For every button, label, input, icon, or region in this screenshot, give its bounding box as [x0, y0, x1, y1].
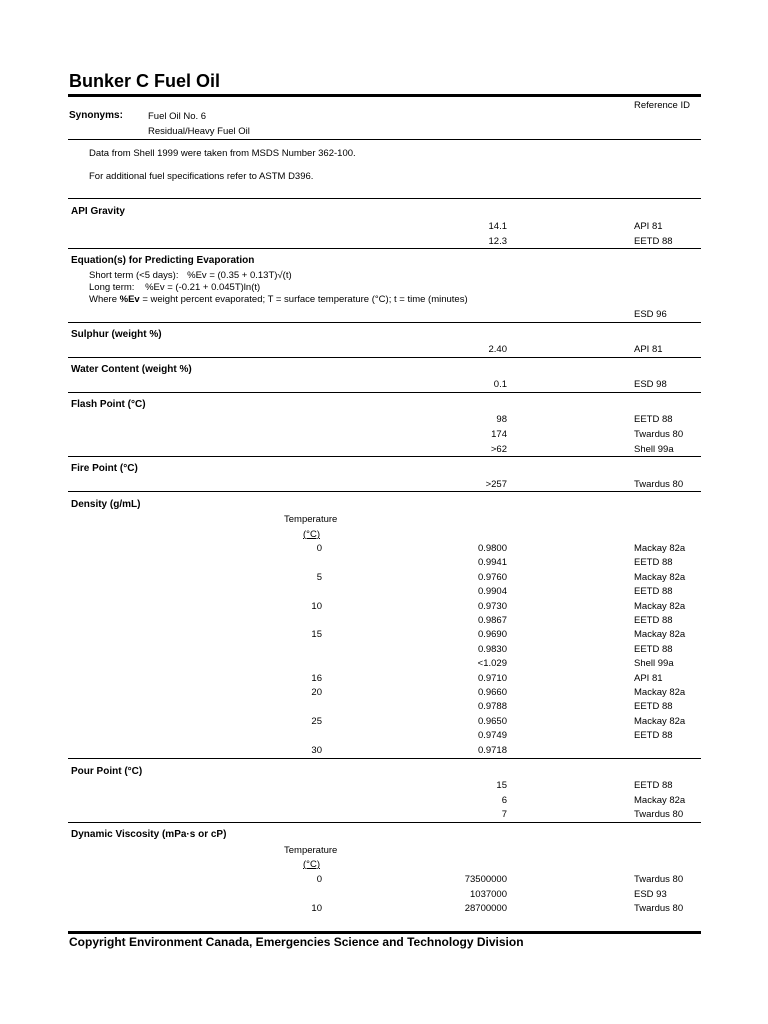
density-value: 0.9660: [477, 687, 507, 698]
short-term-eq: %Ev = (0.35 + 0.13T)√(t): [187, 270, 292, 281]
divider: [68, 758, 701, 759]
long-term-equation: [89, 282, 260, 293]
viscosity-temp: 0: [316, 874, 322, 885]
density-temp: 15: [311, 629, 322, 641]
density-ref: EETD 88: [634, 643, 673, 655]
section-heading-viscosity: Dynamic Viscosity (mPa·s or cP): [71, 829, 227, 840]
density-value: <1.029: [477, 658, 507, 670]
api-gravity-value: 14.1: [488, 221, 507, 232]
viscosity-temp-unit: (°C): [303, 859, 320, 870]
density-ref: Mackay 82a: [634, 687, 686, 698]
long-term-eq: %Ev = (-0.21 + 0.045T)ln(t): [145, 282, 261, 293]
density-temp: 16: [311, 672, 322, 684]
density-value: 0.9904: [477, 586, 507, 598]
pour-point-ref: Mackay 82a: [634, 795, 686, 806]
section-heading-flash-point: Flash Point (°C): [71, 399, 146, 410]
flash-point-value: 174: [491, 429, 507, 440]
density-temp: 25: [311, 715, 322, 727]
water-ref: ESD 98: [634, 379, 667, 390]
divider: [68, 248, 701, 249]
api-gravity-ref: EETD 88: [634, 236, 673, 247]
viscosity-temp: 10: [311, 903, 322, 914]
title-rule: [68, 94, 701, 97]
where-label: Where: [89, 294, 117, 305]
sulphur-value: 2.40: [488, 344, 507, 355]
density-temp-unit: (°C): [303, 529, 320, 540]
flash-point-ref: Twardus 80: [634, 429, 684, 440]
fire-point-ref: Twardus 80: [634, 479, 684, 490]
short-term-label: Short term (<5 days):: [89, 270, 179, 281]
density-ref: EETD 88: [634, 615, 673, 626]
density-temp-header: Temperature: [284, 514, 338, 525]
divider: [68, 322, 701, 323]
viscosity-value: 28700000: [464, 903, 507, 914]
density-temp: 0: [316, 543, 322, 554]
pour-point-ref: Twardus 80: [634, 809, 684, 820]
density-value: 0.9730: [477, 600, 507, 612]
where-text: = weight percent evaporated; T = surface temperature (°C); t = time (minutes): [142, 294, 468, 305]
footer-copyright: Copyright Environment Canada, Emergencies Science and Technology Division: [69, 935, 524, 949]
synonym-item: Residual/Heavy Fuel Oil: [148, 126, 250, 137]
section-heading-pour-point: Pour Point (°C): [71, 766, 143, 777]
reference-id-label: Reference ID: [634, 100, 690, 111]
viscosity-ref: ESD 93: [634, 888, 667, 900]
density-value: 0.9690: [477, 629, 507, 641]
where-definition: [89, 294, 468, 305]
note: Data from Shell 1999 were taken from MSDS Number 362-100.: [89, 148, 356, 159]
section-heading-evaporation: Equation(s) for Predicting Evaporation: [71, 255, 255, 266]
water-value: 0.1: [493, 379, 507, 390]
density-value: 0.9941: [477, 557, 507, 569]
density-value: 0.9749: [477, 730, 507, 742]
flash-point-value: >62: [490, 444, 507, 455]
divider: [68, 491, 701, 492]
density-ref: EETD 88: [634, 730, 673, 742]
density-ref: Shell 99a: [634, 658, 674, 670]
flash-point-ref: Shell 99a: [634, 444, 674, 455]
page-title: Bunker C Fuel Oil: [69, 71, 221, 91]
viscosity-value: 1037000: [470, 888, 507, 900]
density-value: 0.9867: [477, 615, 507, 626]
section-heading-sulphur: Sulphur (weight %): [71, 329, 162, 340]
density-temp: 30: [311, 744, 322, 756]
density-ref: Mackay 82a: [634, 543, 686, 554]
api-gravity-value: 12.3: [488, 236, 507, 247]
note: For additional fuel specifications refer to ASTM D396.: [89, 171, 314, 182]
density-ref: Mackay 82a: [634, 600, 686, 612]
viscosity-temp-header: Temperature: [284, 845, 338, 856]
density-ref: EETD 88: [634, 701, 673, 713]
section-heading-api-gravity: API Gravity: [71, 206, 125, 217]
density-temp: 5: [316, 571, 322, 583]
section-heading-water: Water Content (weight %): [71, 364, 192, 375]
density-value: 0.9760: [477, 571, 507, 583]
pour-point-value: 15: [496, 780, 507, 791]
density-ref: Mackay 82a: [634, 629, 686, 641]
density-value: 0.9718: [477, 744, 507, 756]
flash-point-ref: EETD 88: [634, 414, 673, 425]
density-value: 0.9650: [477, 715, 507, 727]
sulphur-ref: API 81: [634, 344, 663, 355]
synonyms-label: Synonyms:: [69, 110, 123, 121]
pour-point-value: 6: [501, 795, 507, 806]
density-temp: 20: [311, 687, 322, 698]
density-ref: Mackay 82a: [634, 571, 686, 583]
density-ref: EETD 88: [634, 586, 673, 598]
viscosity-ref: Twardus 80: [634, 903, 684, 914]
density-value: 0.9830: [477, 643, 507, 655]
density-temp: 10: [311, 600, 322, 612]
divider: [68, 392, 701, 393]
density-value: 0.9788: [477, 701, 507, 713]
section-heading-density: Density (g/mL): [71, 499, 141, 510]
density-ref: EETD 88: [634, 557, 673, 569]
long-term-label: Long term:: [89, 282, 135, 293]
density-ref: API 81: [634, 672, 663, 684]
density-value: 0.9710: [477, 672, 507, 684]
where-eq: %Ev: [119, 294, 140, 305]
divider: [68, 822, 701, 823]
divider: [68, 357, 701, 358]
synonym-item: Fuel Oil No. 6: [148, 111, 207, 122]
divider: [68, 139, 701, 140]
short-term-equation: [89, 270, 292, 281]
fire-point-value: >257: [485, 479, 507, 490]
divider: [68, 456, 701, 457]
flash-point-value: 98: [496, 414, 507, 425]
viscosity-value: 73500000: [464, 874, 507, 885]
pour-point-ref: EETD 88: [634, 780, 673, 791]
viscosity-ref: Twardus 80: [634, 874, 684, 885]
evaporation-ref: ESD 96: [634, 309, 667, 320]
density-ref: Mackay 82a: [634, 715, 686, 727]
section-heading-fire-point: Fire Point (°C): [71, 463, 138, 474]
api-gravity-ref: API 81: [634, 221, 663, 232]
footer-rule: [68, 931, 701, 934]
divider: [68, 198, 701, 199]
pour-point-value: 7: [501, 809, 507, 820]
density-value: 0.9800: [477, 543, 507, 554]
